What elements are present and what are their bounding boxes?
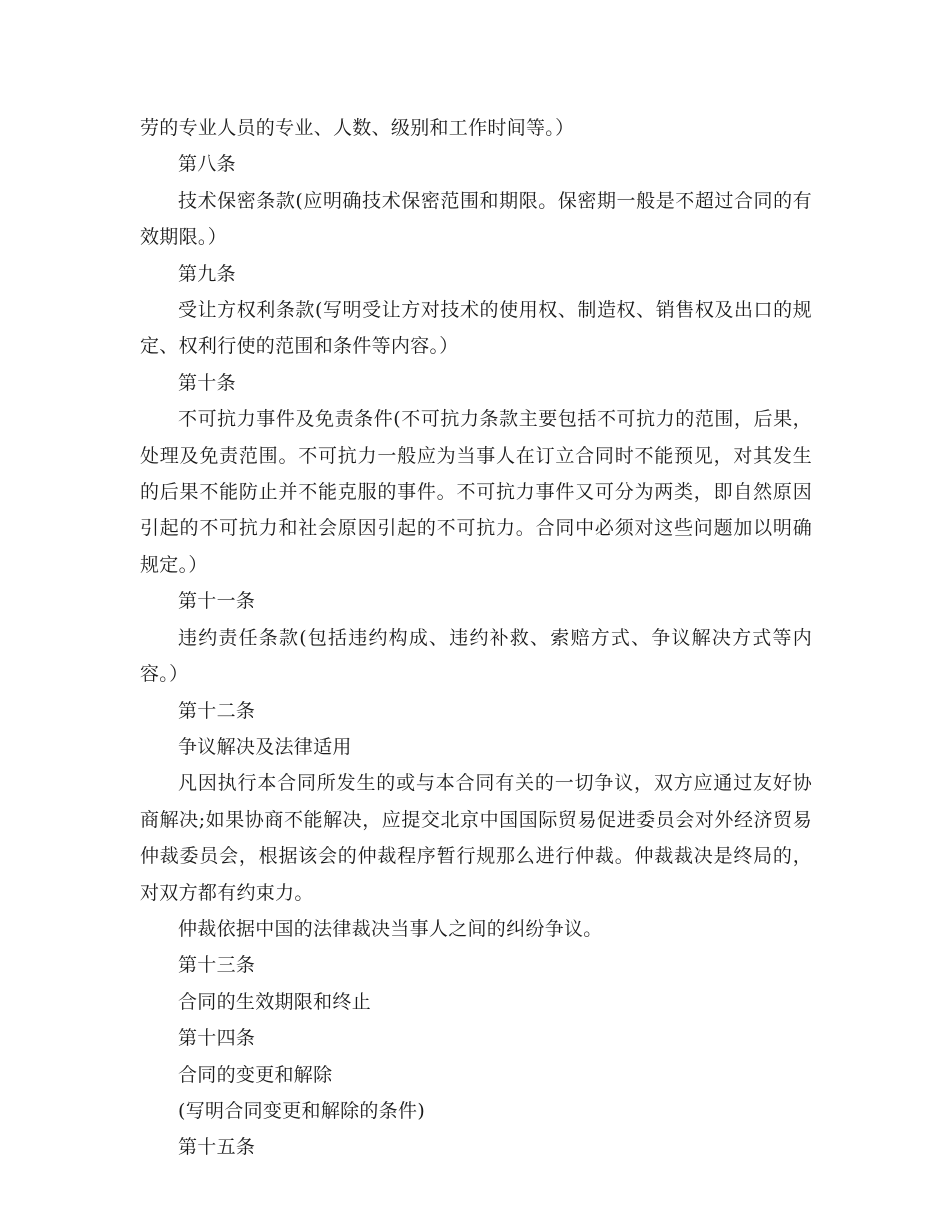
article-8-heading: 第八条 xyxy=(178,153,236,176)
article-10-heading: 第十条 xyxy=(178,371,236,394)
article-11-heading: 第十一条 xyxy=(178,590,256,613)
article-12-heading: 第十二条 xyxy=(178,699,256,722)
article-10-body: 不可抗力事件及免责条件(不可抗力条款主要包括不可抗力的范围，后果，处理及免责范围。不可抗力一般应为当事人在订立合同时不能预见，对其发生的后果不能防止并不能克服的事件。不可抗力事件又可分为两类，即自然原因引起的不可抗力和社会原因引起的不可抗力。合同中必须对这些问题加以明确规定。） xyxy=(140,408,812,576)
article-12-law: 仲裁依据中国的法律裁决当事人之间的纠纷争议。 xyxy=(178,917,603,940)
article-14-heading: 第十四条 xyxy=(178,1027,256,1050)
article-13-title: 合同的生效期限和终止 xyxy=(178,990,372,1013)
article-12-body: 凡因执行本合同所发生的或与本合同有关的一切争议，双方应通过友好协商解决;如果协商不能解决，应提交北京中国国际贸易促进委员会对外经济贸易仲裁委员会，根据该会的仲裁程序暂行规那么进行仲裁。仲裁裁决是终局的，对双方都有约束力。 xyxy=(140,772,812,904)
article-14-title: 合同的变更和解除 xyxy=(178,1063,333,1086)
article-11-body: 违约责任条款(包括违约构成、违约补救、索赔方式、争议解决方式等内容。） xyxy=(140,626,812,686)
article-15-heading: 第十五条 xyxy=(178,1136,256,1159)
article-9-body: 受让方权利条款(写明受让方对技术的使用权、制造权、销售权及出口的规定、权利行使的范围和条件等内容。） xyxy=(140,299,812,358)
document-body xyxy=(140,110,812,1166)
article-8-body: 技术保密条款(应明确技术保密范围和期限。保密期一般是不超过合同的有效期限。） xyxy=(140,189,812,249)
paragraph-continuation: 劳的专业人员的专业、人数、级别和工作时间等。） xyxy=(140,117,575,139)
article-14-note: (写明合同变更和解除的条件) xyxy=(178,1099,426,1122)
article-12-title: 争议解决及法律适用 xyxy=(178,735,352,758)
article-9-heading: 第九条 xyxy=(178,262,236,285)
article-13-heading: 第十三条 xyxy=(178,954,256,977)
